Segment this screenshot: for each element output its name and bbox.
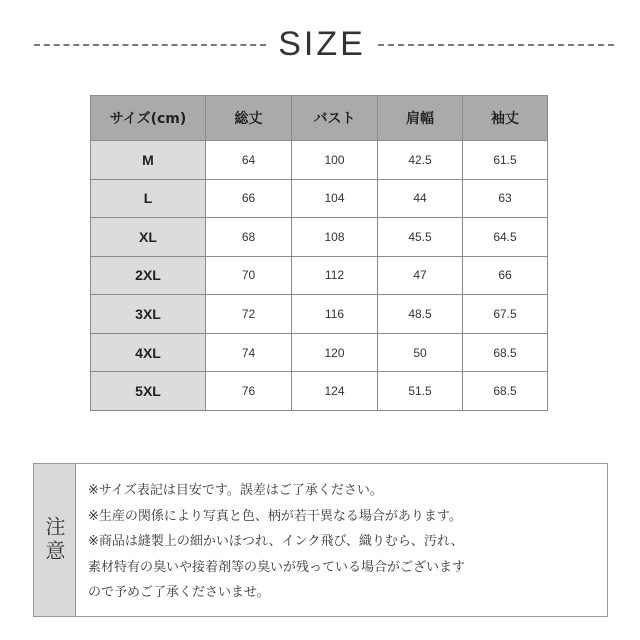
table-cell: 70 <box>206 256 292 295</box>
header-sleeve-length: 袖丈 <box>463 96 548 141</box>
table-cell: 124 <box>292 372 378 411</box>
table-cell: 63 <box>463 179 548 218</box>
header-shoulder-width: 肩幅 <box>378 96 463 141</box>
note-line: ※生産の関係により写真と色、柄が若干異なる場合があります。 <box>88 508 462 524</box>
table-cell: 67.5 <box>463 295 548 334</box>
table-row <box>91 372 548 411</box>
table-cell: 42.5 <box>378 141 463 180</box>
table-cell: 66 <box>206 179 292 218</box>
note-line: ※サイズ表記は目安です。誤差はご了承ください。 <box>88 483 383 498</box>
size-label: 3XL <box>91 295 206 334</box>
table-row <box>91 141 548 180</box>
table-cell: 74 <box>206 333 292 372</box>
table-cell: 51.5 <box>378 372 463 411</box>
table-header-row <box>91 96 548 141</box>
notes-box <box>33 463 608 617</box>
table-cell: 68.5 <box>463 333 548 372</box>
size-label: 4XL <box>91 333 206 372</box>
header-bust: バスト <box>292 96 378 141</box>
table-cell: 64 <box>206 141 292 180</box>
table-row <box>91 295 548 334</box>
table-row <box>91 179 548 218</box>
note-line: ※商品は縫製上の細かいほつれ、インク飛び、織りむら、汚れ、 <box>88 534 464 549</box>
table-cell: 68 <box>206 218 292 257</box>
table-row <box>91 256 548 295</box>
table-cell: 108 <box>292 218 378 257</box>
size-label: L <box>91 179 206 218</box>
size-label: 2XL <box>91 256 206 295</box>
table-row <box>91 218 548 257</box>
size-table <box>90 95 548 411</box>
page-title: SIZE <box>278 25 366 63</box>
notes-body <box>88 478 601 606</box>
size-label: M <box>91 141 206 180</box>
title-row <box>0 22 640 66</box>
title-divider-left <box>34 44 266 46</box>
note-line: ので予めご了承くださいませ。 <box>88 585 270 600</box>
note-line: 素材特有の臭いや接着剤等の臭いが残っている場合がございます <box>88 559 466 575</box>
table-cell: 47 <box>378 256 463 295</box>
table-cell: 50 <box>378 333 463 372</box>
table-cell: 120 <box>292 333 378 372</box>
size-label: 5XL <box>91 372 206 411</box>
table-cell: 61.5 <box>463 141 548 180</box>
table-cell: 45.5 <box>378 218 463 257</box>
table-cell: 66 <box>463 256 548 295</box>
notes-label: 注意 <box>42 516 66 564</box>
table-cell: 112 <box>292 256 378 295</box>
table-row <box>91 333 548 372</box>
table-cell: 116 <box>292 295 378 334</box>
table-cell: 68.5 <box>463 372 548 411</box>
table-cell: 44 <box>378 179 463 218</box>
table-cell: 76 <box>206 372 292 411</box>
title-divider-right <box>378 44 614 46</box>
notes-label-panel <box>34 464 76 616</box>
size-label: XL <box>91 218 206 257</box>
header-size: サイズ(cm) <box>91 96 206 141</box>
table-cell: 100 <box>292 141 378 180</box>
header-total-length: 総丈 <box>206 96 292 141</box>
table-cell: 64.5 <box>463 218 548 257</box>
table-cell: 104 <box>292 179 378 218</box>
table-cell: 72 <box>206 295 292 334</box>
table-cell: 48.5 <box>378 295 463 334</box>
